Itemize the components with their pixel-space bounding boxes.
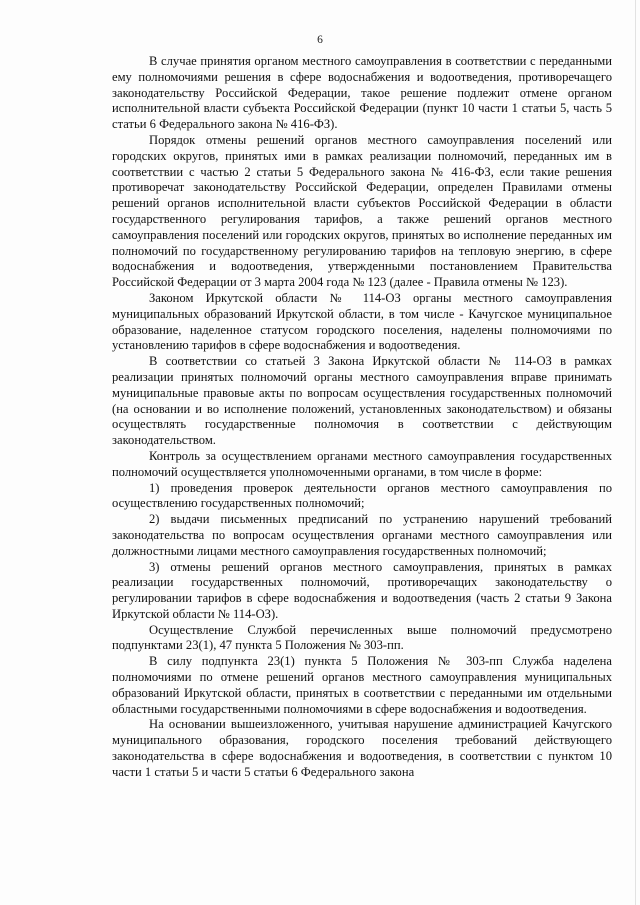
list-item: 3) отмены решений органов местного самоуправления, принятых в рамках реализации государственных полномочий, противоречащих законодательству о регулировании тарифов в сфере водоснабжения и водоотведения (часть 2 статьи 9 Закона Иркутской области № 114-ОЗ). <box>112 559 612 621</box>
list-item: 1) проведения проверок деятельности органов местного самоуправления по осуществлению государственных полномочий; <box>112 480 612 511</box>
list-item: 2) выдачи письменных предписаний по устранению нарушений требований законодательства по вопросам осуществления органами местного самоуправления или должностными лицами местного самоуправления государственных полномочий; <box>112 512 612 558</box>
paragraph: Контроль за осуществлением органами местного самоуправления государственных полномочий осуществляется уполномоченными органами, в том числе в форме: <box>112 448 612 479</box>
page-number: 6 <box>317 34 323 46</box>
document-body <box>112 54 612 781</box>
paragraph: В соответствии со статьей 3 Закона Иркутской области № 114-ОЗ в рамках реализации принятых полномочий органы местного самоуправления вправе принимать муниципальные правовые акты по вопросам осуществления государственных полномочий (на основании и во исполнение положений, установленных законодательством) и обязаны осуществлять государственные полномочия в соответствии с действующим законодательством. <box>112 354 612 448</box>
paragraph: Законом Иркутской области № 114-ОЗ органы местного самоуправления муниципальных образований Иркутской области, в том числе - Качугское муниципальное образование, наделенное статусом городского поселения, наделены полномочиями по установлению тарифов в сфере водоснабжения и водоотведения. <box>112 290 612 353</box>
paragraph: В силу подпункта 23(1) пункта 5 Положения № 303-пп Служба наделена полномочиями по отмене решений органов местного самоуправления муниципальных образований Иркутской области, принятых в соответствии с переданными им отдельными областными государственными полномочиями в сфере водоснабжения и водоотведения. <box>112 654 612 716</box>
paragraph: В случае принятия органом местного самоуправления в соответствии с переданными ему полномочиями решения в сфере водоснабжения и водоотведения, противоречащего законодательству Российской Федерации, такое решение подлежит отмене органом исполнительной власти субъекта Российской Федерации (пункт 10 части 1 статьи 5, часть 5 статьи 6 Федерального закона № 416-ФЗ). <box>112 54 612 132</box>
paragraph: На основании вышеизложенного, учитывая нарушение администрацией Качугского муниципального образования, городского поселения требований действующего законодательства в сфере водоснабжения и водоотведения, в соответствии с пунктом 10 части 1 статьи 5 и части 5 статьи 6 Федерального закона <box>112 717 612 779</box>
scan-edge <box>635 0 636 905</box>
paragraph: Осуществление Службой перечисленных выше полномочий предусмотрено подпунктами 23(1), 47 пункта 5 Положения № 303-пп. <box>112 622 612 653</box>
paragraph: Порядок отмены решений органов местного самоуправления поселений или городских округов, принятых ими в рамках реализации полномочий, переданных им в соответствии с частью 2 статьи 5 Федерального закона № 416-ФЗ, если такие решения противоречат законодательству Российской Федерации, определен Правилами отмены решений органов исполнительной власти субъектов Российской Федерации в области государственного регулирования тарифов, а также решений органов местного самоуправления поселений или городских округов, принятых во исполнение переданных им полномочий по государственному регулированию тарифов на тепловую энергию, в сфере водоснабжения и водоотведения, утвержденными постановлением Правительства Российской Федерации от 3 марта 2004 года № 123 (далее - Правила отмены № 123). <box>112 132 612 290</box>
